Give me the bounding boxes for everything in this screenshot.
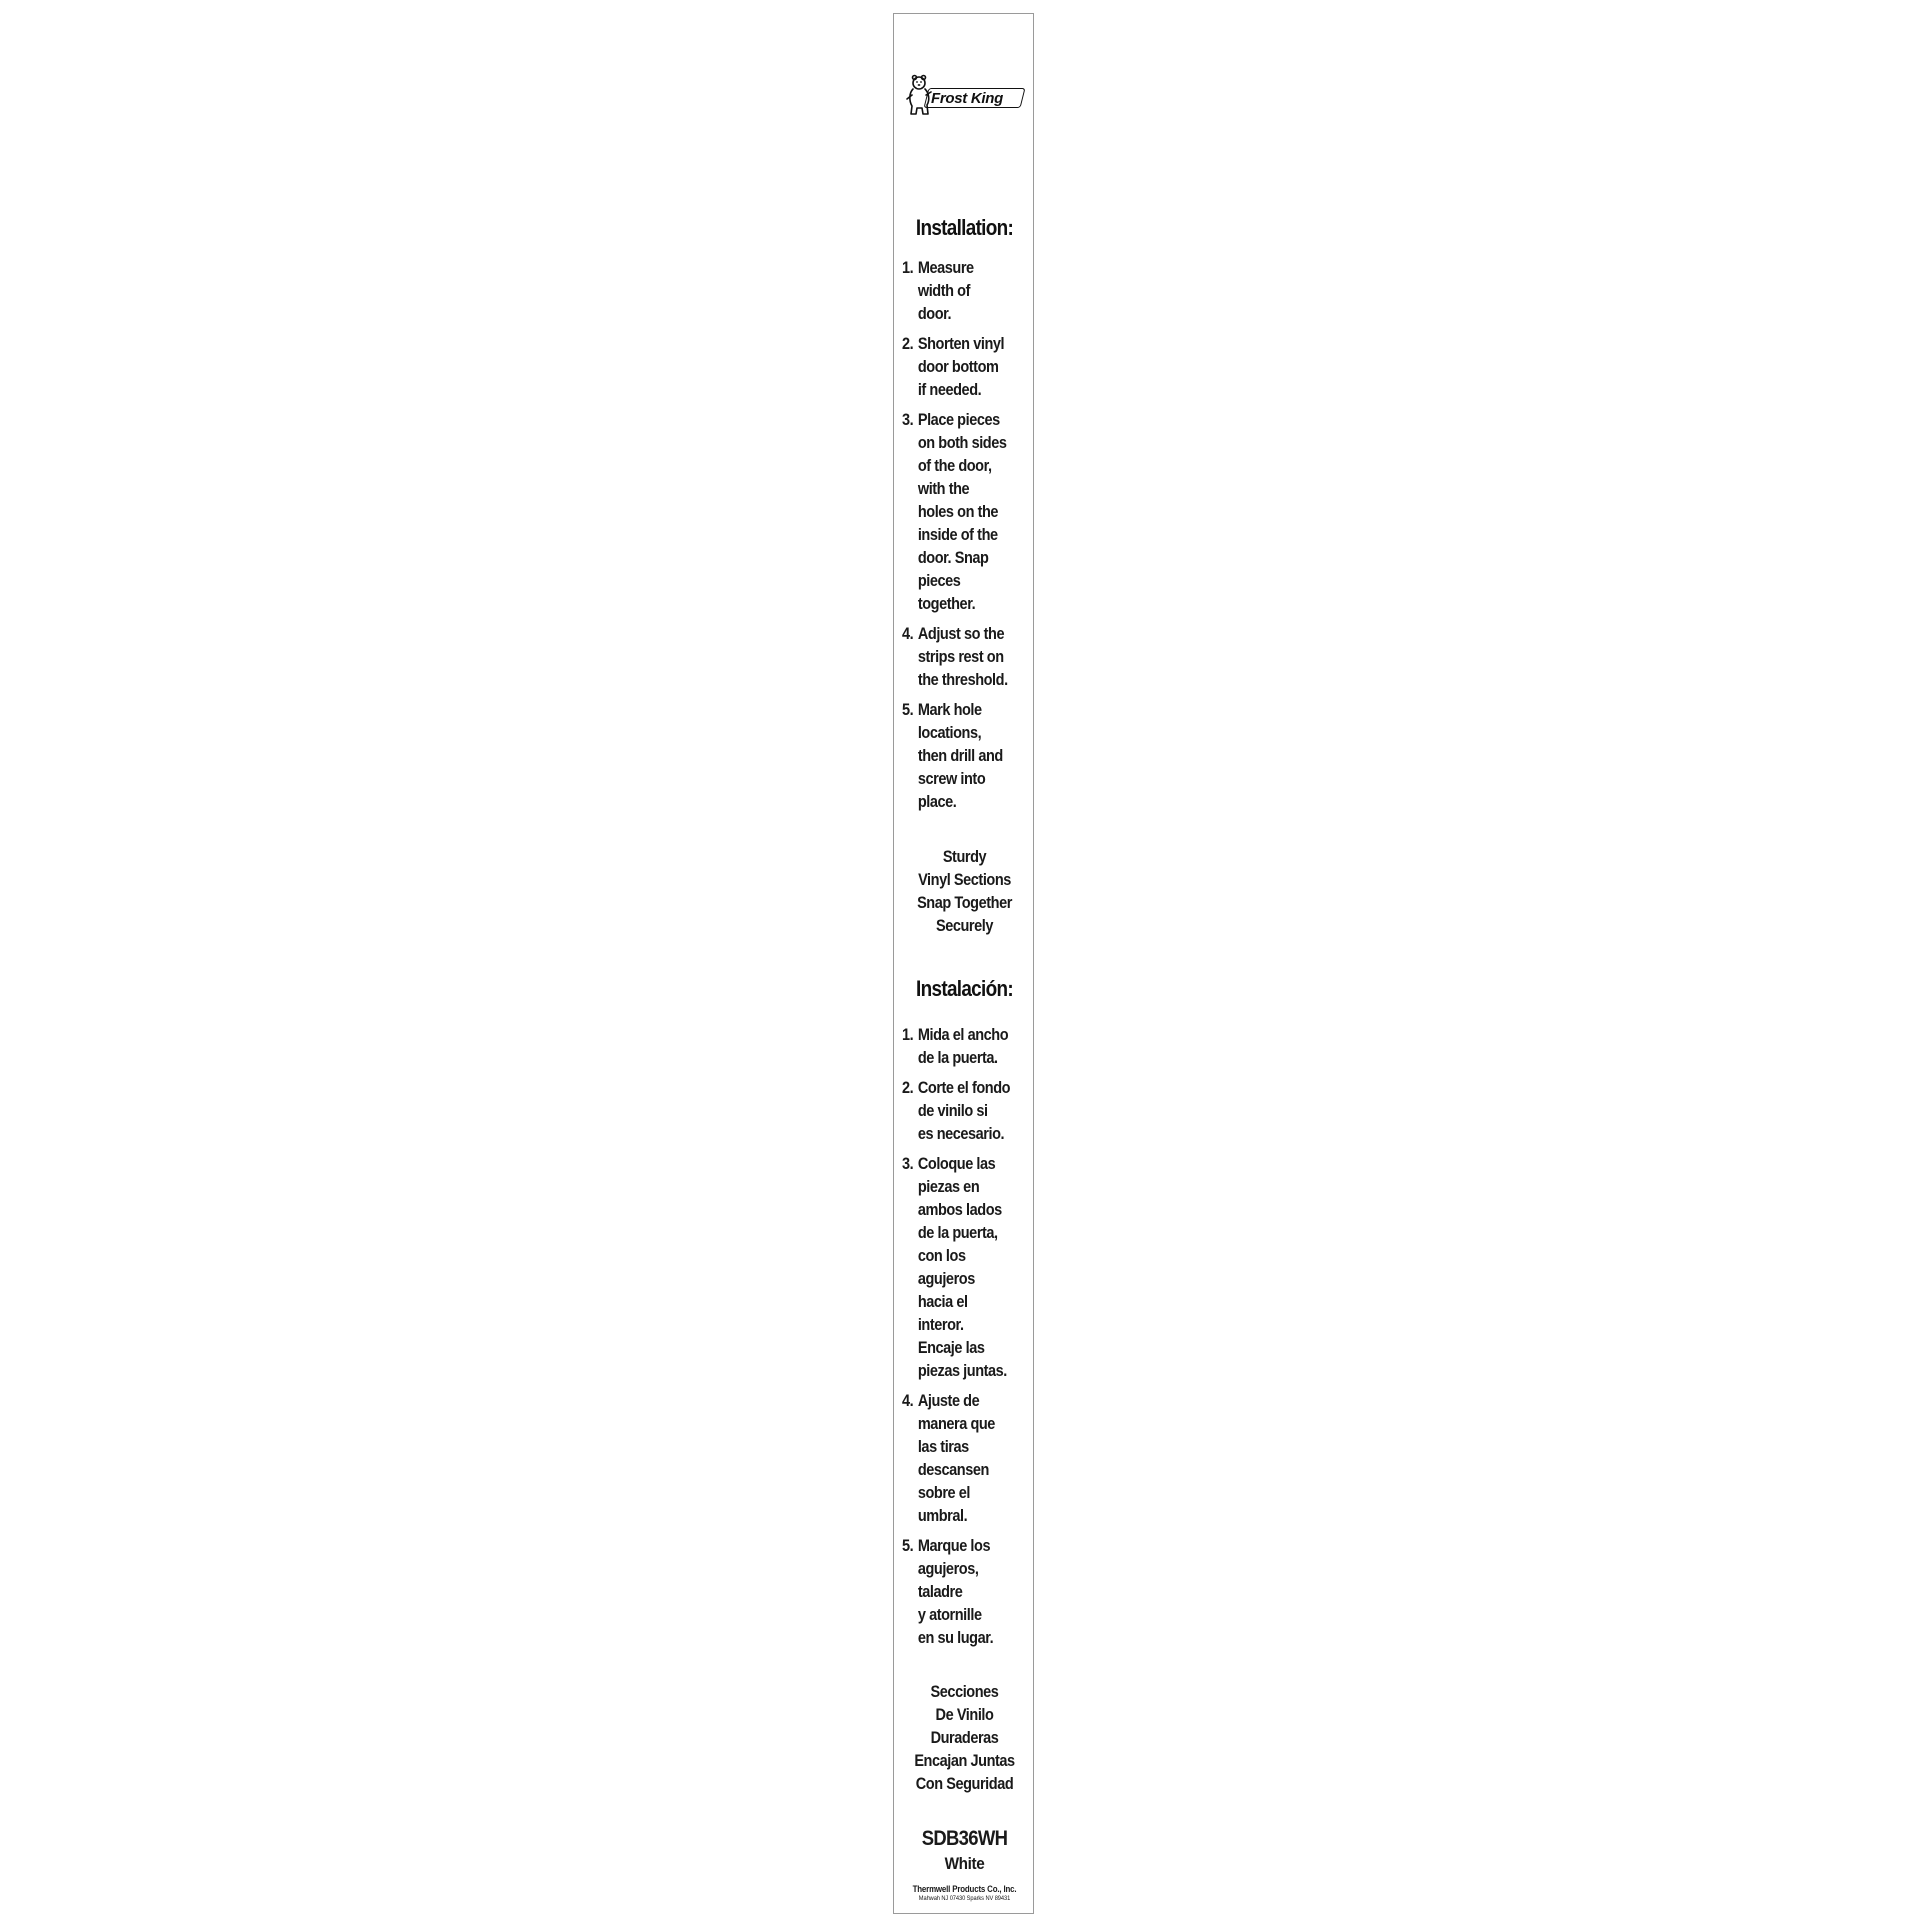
step-item	[902, 333, 1034, 402]
step-text: Place pieces on both sides of the door, with the holes on the inside of the door. Snap pieces together.	[917, 411, 1007, 613]
step-text: Mark hole locations, then drill and screw into place.	[917, 701, 1003, 811]
step-text: Adjust so the strips rest on the threshold.	[917, 625, 1008, 689]
step-item	[902, 1153, 1034, 1383]
step-number: 4.	[902, 625, 914, 643]
step-item	[902, 409, 1034, 616]
step-text: Marque los agujeros, taladre y atornille en su lugar.	[917, 1537, 994, 1647]
logo-text: Frost King	[931, 90, 1003, 107]
step-text: Shorten vinyl door bottom if needed.	[917, 335, 1005, 399]
step-item	[902, 1077, 1034, 1146]
product-sku: SDB36WH	[921, 1827, 1008, 1850]
installation-steps-english	[902, 257, 1034, 821]
product-label-strip	[893, 13, 1034, 1914]
product-color: White	[944, 1854, 985, 1873]
frost-king-logo	[905, 74, 1024, 118]
tagline-english: Sturdy Vinyl Sections Snap Together Securely	[917, 848, 1012, 935]
installation-steps-spanish	[902, 1024, 1034, 1657]
step-item	[902, 1535, 1034, 1650]
step-text: Ajuste de manera que las tiras descansen sobre el umbral.	[917, 1392, 995, 1525]
step-text: Corte el fondo de vinilo si es necesario.	[917, 1079, 1011, 1143]
step-item	[902, 257, 1034, 326]
step-item	[902, 1390, 1034, 1528]
step-number: 4.	[902, 1392, 914, 1410]
step-number: 3.	[902, 1155, 914, 1173]
step-number: 1.	[902, 1026, 914, 1044]
step-number: 1.	[902, 259, 914, 277]
step-item	[902, 699, 1034, 814]
step-item	[902, 1024, 1034, 1070]
step-text: Measure width of door.	[917, 259, 974, 323]
step-text: Mida el ancho de la puerta.	[917, 1026, 1009, 1067]
step-number: 2.	[902, 335, 914, 353]
instalacion-heading: Instalación:	[916, 976, 1013, 1001]
manufacturer-name: Thermwell Products Co., Inc.	[912, 1884, 1017, 1894]
step-item	[902, 623, 1034, 692]
step-number: 3.	[902, 411, 914, 429]
installation-heading: Installation:	[915, 215, 1014, 240]
manufacturer-address: Mahwah NJ 07430 Sparks NV 89431	[918, 1895, 1011, 1902]
step-number: 5.	[902, 1537, 914, 1555]
step-number: 2.	[902, 1079, 914, 1097]
tagline-spanish: Secciones De Vinilo Duraderas Encajan Juntas Con Seguridad	[914, 1683, 1015, 1793]
step-text: Coloque las piezas en ambos lados de la puerta, con los agujeros hacia el interor. Encaje las piezas juntas.	[917, 1155, 1007, 1380]
step-number: 5.	[902, 701, 914, 719]
